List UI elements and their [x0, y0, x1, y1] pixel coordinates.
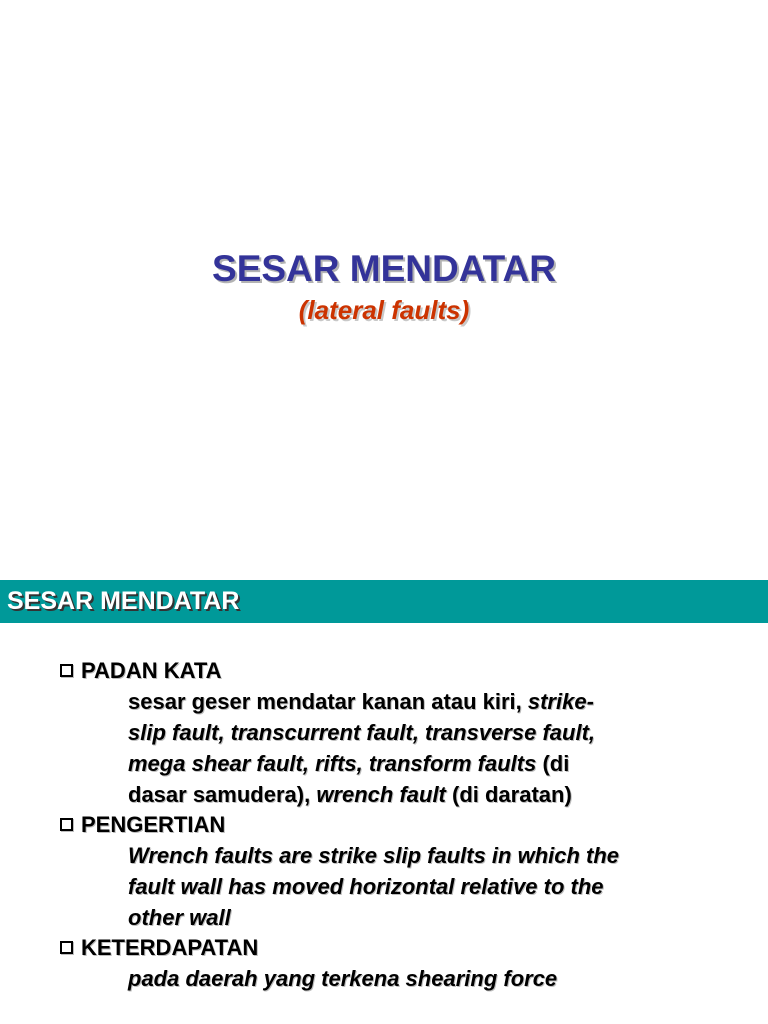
- text-run: dasar samudera),: [128, 782, 317, 807]
- bullet-heading: PADAN KATA: [81, 658, 222, 683]
- text-run: slip fault, transcurrent fault, transverse fault,: [128, 720, 596, 745]
- slide-title: SESAR MENDATAR: [212, 248, 556, 289]
- bullet-pengertian: [60, 810, 760, 840]
- text-run: pada daerah yang terkena shearing force: [128, 966, 558, 991]
- content-slide: [0, 576, 768, 1024]
- slide-subtitle: (lateral faults): [298, 295, 470, 325]
- bullet-list: [60, 656, 760, 994]
- text-run: other wall: [128, 905, 231, 930]
- body-line: [128, 717, 708, 748]
- body-line: [128, 840, 708, 871]
- header-bar: [0, 580, 768, 623]
- bullet-heading: PENGERTIAN: [81, 812, 226, 837]
- bullet-body-keterdapatan: [128, 963, 708, 994]
- body-line: [128, 779, 708, 810]
- body-line: [128, 748, 708, 779]
- bullet-heading: KETERDAPATAN: [81, 935, 259, 960]
- text-run: fault wall has moved horizontal relative to the: [128, 874, 604, 899]
- text-run: sesar geser mendatar kanan atau kiri,: [128, 689, 528, 714]
- text-run: strike-: [527, 689, 594, 714]
- body-line: [128, 686, 708, 717]
- checkbox-icon: [60, 941, 73, 954]
- checkbox-icon: [60, 818, 73, 831]
- bullet-body-pengertian: [128, 840, 708, 933]
- text-run: (di daratan): [445, 782, 572, 807]
- body-line: [128, 871, 708, 902]
- text-run: Wrench faults are strike slip faults in which the: [128, 843, 620, 868]
- text-run: (di: [536, 751, 570, 776]
- body-line: [128, 902, 708, 933]
- checkbox-icon: [60, 664, 73, 677]
- header-title: SESAR MENDATAR: [7, 587, 240, 615]
- bullet-padan-kata: [60, 656, 760, 686]
- bullet-keterdapatan: [60, 933, 760, 963]
- body-line: [128, 963, 708, 994]
- text-run: mega shear fault, rifts, transform faults: [128, 751, 537, 776]
- text-run: wrench fault: [316, 782, 446, 807]
- bullet-body-padan-kata: [128, 686, 708, 810]
